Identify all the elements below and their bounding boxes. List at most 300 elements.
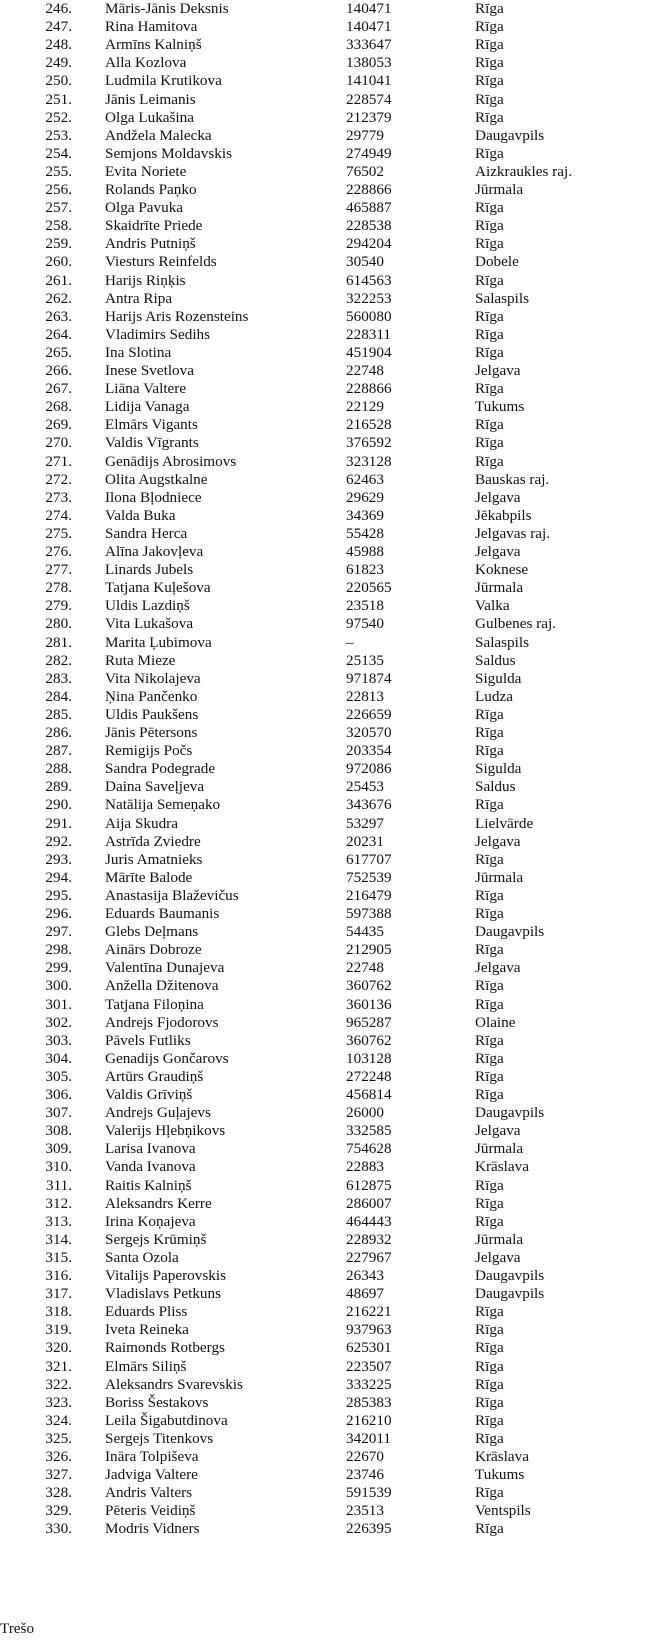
phone-number: 323128: [346, 452, 392, 470]
city-name: Rīga: [475, 1031, 504, 1049]
entry-number: 323.: [45, 1393, 72, 1411]
person-name: Vita Lukašova: [105, 615, 194, 633]
city-name: Rīga: [475, 452, 504, 470]
list-row: [0, 1140, 645, 1158]
city-name: Aizkraukles raj.: [475, 162, 572, 180]
entry-number: 285.: [45, 705, 72, 723]
city-name: Olaine: [475, 1013, 516, 1031]
list-row: [0, 959, 645, 977]
list-row: [0, 163, 645, 181]
list-row: [0, 1195, 645, 1213]
person-name: Andris Valters: [105, 1484, 193, 1502]
list-row: [0, 1520, 645, 1538]
person-name: Anastasija Blaževičus: [105, 886, 239, 904]
list-row: [0, 380, 645, 398]
entry-number: 327.: [45, 1466, 72, 1484]
person-name: Pāvels Futliks: [105, 1031, 191, 1049]
entry-number: 298.: [45, 941, 72, 959]
phone-number: 333647: [346, 36, 392, 54]
list-row: [0, 1086, 645, 1104]
entry-number: 319.: [45, 1321, 72, 1339]
phone-number: 342011: [346, 1429, 391, 1447]
person-name: Ina Slotina: [105, 343, 172, 361]
city-name: Rīga: [475, 217, 504, 235]
entry-number: 289.: [45, 778, 72, 796]
entry-number: 246.: [45, 0, 72, 17]
list-row: [0, 1267, 645, 1285]
list-row: [0, 362, 645, 380]
city-name: Rīga: [475, 1520, 504, 1538]
city-name: Jūrmala: [475, 181, 524, 198]
list-row: [0, 1448, 645, 1466]
entry-number: 330.: [45, 1520, 72, 1538]
entry-number: 258.: [45, 217, 72, 235]
list-row: [0, 127, 645, 145]
city-name: Sigulda: [475, 760, 522, 778]
city-name: Daugavpils: [475, 126, 545, 144]
list-row: [0, 1122, 645, 1140]
entry-number: 262.: [45, 289, 72, 307]
list-row: [0, 724, 645, 742]
list-row: [0, 181, 645, 199]
person-name: Semjons Moldavskis: [105, 144, 232, 162]
phone-number: 20231: [346, 832, 384, 850]
entry-number: 279.: [45, 597, 72, 615]
city-name: Rīga: [475, 1194, 504, 1212]
list-row: [0, 1358, 645, 1376]
phone-number: 216210: [346, 1411, 392, 1429]
list-row: [0, 217, 645, 235]
phone-number: 228538: [346, 217, 392, 235]
city-name: Rīga: [475, 271, 504, 289]
city-name: Saldus: [475, 778, 516, 796]
city-name: Rīga: [475, 705, 504, 723]
entry-number: 322.: [45, 1375, 72, 1393]
entry-number: 280.: [45, 615, 72, 633]
entry-number: 325.: [45, 1429, 72, 1447]
person-name: Valdis Vīgrants: [105, 434, 199, 452]
list-row: [0, 1394, 645, 1412]
phone-number: 212905: [346, 941, 392, 959]
list-row: [0, 1068, 645, 1086]
city-name: Rīga: [475, 1411, 504, 1429]
phone-number: 228311: [346, 325, 391, 343]
city-name: Valka: [475, 597, 510, 615]
city-name: Bauskas raj.: [475, 470, 550, 488]
city-name: Jūrmala: [475, 1230, 524, 1248]
entry-number: 270.: [45, 434, 72, 452]
phone-number: 597388: [346, 905, 392, 922]
list-row: [0, 597, 645, 615]
list-row: [0, 145, 645, 163]
city-name: Salaspils: [475, 633, 530, 651]
city-name: Rīga: [475, 1357, 504, 1375]
phone-number: 465887: [346, 199, 392, 217]
city-name: Jelgavas raj.: [475, 524, 551, 542]
city-name: Rīga: [475, 343, 504, 361]
list-row: [0, 543, 645, 561]
list-row: [0, 1321, 645, 1339]
entry-number: 259.: [45, 235, 72, 253]
entry-number: 321.: [45, 1357, 72, 1375]
phone-number: 30540: [346, 253, 384, 271]
phone-number: 286007: [346, 1194, 392, 1212]
city-name: Rīga: [475, 905, 504, 922]
phone-number: 26343: [346, 1267, 384, 1284]
city-name: Jelgava: [475, 488, 521, 506]
city-name: Rīga: [475, 1176, 504, 1194]
city-name: Jūrmala: [475, 868, 524, 886]
entry-number: 266.: [45, 362, 72, 379]
list-row: [0, 308, 645, 326]
person-name: Boriss Šestakovs: [105, 1393, 209, 1411]
entry-number: 318.: [45, 1303, 72, 1321]
entry-number: 315.: [45, 1248, 72, 1266]
city-name: Dobele: [475, 253, 519, 271]
phone-number: 614563: [346, 271, 392, 289]
entry-number: 301.: [45, 995, 72, 1013]
entry-number: 263.: [45, 307, 72, 325]
city-name: Rīga: [475, 995, 504, 1013]
city-name: Rīga: [475, 977, 504, 995]
entry-number: 269.: [45, 416, 72, 434]
list-row: [0, 1249, 645, 1267]
list-row: [0, 0, 645, 18]
entry-number: 271.: [45, 452, 72, 470]
entry-number: 272.: [45, 470, 72, 488]
phone-number: 22748: [346, 362, 384, 379]
city-name: Salaspils: [475, 289, 530, 307]
entry-number: 281.: [45, 633, 72, 651]
list-row: [0, 18, 645, 36]
city-name: Rīga: [475, 1393, 504, 1411]
city-name: Rīga: [475, 1303, 504, 1321]
phone-number: 228574: [346, 90, 392, 108]
list-row: [0, 290, 645, 308]
list-row: [0, 1231, 645, 1249]
phone-number: 138053: [346, 54, 392, 72]
entry-number: 305.: [45, 1067, 72, 1085]
entry-number: 255.: [45, 162, 72, 180]
phone-number: 216479: [346, 886, 392, 904]
person-name: Valdis Grīviņš: [105, 1086, 193, 1103]
entry-number: 300.: [45, 977, 72, 995]
person-name: Artūrs Graudiņš: [105, 1067, 204, 1085]
person-name: Sergejs Titenkovs: [105, 1429, 214, 1447]
list-row: [0, 615, 645, 633]
person-name: Juris Amatnieks: [105, 850, 203, 868]
entry-number: 253.: [45, 126, 72, 144]
city-name: Ludza: [475, 687, 513, 705]
person-name: Harijs Riņķis: [105, 271, 186, 289]
city-name: Rīga: [475, 434, 504, 452]
phone-number: 333225: [346, 1375, 392, 1393]
entry-number: 303.: [45, 1031, 72, 1049]
city-name: Rīga: [475, 54, 504, 72]
phone-number: 617707: [346, 850, 392, 868]
person-name: Vitalijs Paperovskis: [105, 1267, 227, 1284]
person-name: Ruta Mieze: [105, 651, 176, 669]
phone-number: 23518: [346, 597, 384, 615]
entry-number: 273.: [45, 488, 72, 506]
list-row: [0, 1376, 645, 1394]
city-name: Daugavpils: [475, 1285, 545, 1303]
phone-number: 76502: [346, 162, 384, 180]
phone-number: 972086: [346, 760, 392, 778]
entry-number: 324.: [45, 1411, 72, 1429]
list-row: [0, 1104, 645, 1122]
person-name: Astrīda Zviedre: [105, 832, 201, 850]
person-name: Sergejs Krūmiņš: [105, 1230, 207, 1248]
entry-number: 294.: [45, 868, 72, 886]
person-name: Iveta Reineka: [105, 1321, 189, 1339]
phone-number: 23513: [346, 1502, 384, 1520]
phone-number: 320570: [346, 724, 392, 741]
list-row: [0, 1484, 645, 1502]
list-row: [0, 706, 645, 724]
entry-number: 256.: [45, 181, 72, 198]
entry-number: 252.: [45, 108, 72, 126]
phone-number: 216528: [346, 416, 392, 434]
entry-number: 306.: [45, 1086, 72, 1103]
list-row: [0, 72, 645, 90]
person-name: Valda Buka: [105, 506, 176, 524]
phone-number: –: [346, 633, 354, 651]
person-name: Lidija Vanaga: [105, 398, 190, 416]
entry-number: 257.: [45, 199, 72, 217]
phone-number: 34369: [346, 506, 384, 524]
city-name: Lielvārde: [475, 814, 534, 832]
list-row: [0, 1502, 645, 1520]
person-name: Evita Noriete: [105, 162, 187, 180]
phone-number: 45988: [346, 543, 384, 560]
list-row: [0, 634, 645, 652]
entry-number: 316.: [45, 1267, 72, 1284]
phone-number: 53297: [346, 814, 384, 832]
entry-number: 320.: [45, 1339, 72, 1357]
person-name: Marita Ļubimova: [105, 633, 212, 651]
city-name: Daugavpils: [475, 1104, 545, 1122]
entry-number: 292.: [45, 832, 72, 850]
person-name: Modris Vidners: [105, 1520, 200, 1538]
entry-number: 283.: [45, 669, 72, 687]
list-row: [0, 434, 645, 452]
entry-number: 250.: [45, 72, 72, 90]
phone-number: 223507: [346, 1357, 392, 1375]
person-name: Genadijs Gončarovs: [105, 1049, 229, 1067]
list-row: [0, 833, 645, 851]
entry-number: 309.: [45, 1140, 72, 1158]
phone-number: 591539: [346, 1484, 392, 1502]
list-row: [0, 905, 645, 923]
phone-number: 62463: [346, 470, 384, 488]
person-name: Tatjana Kuļešova: [105, 579, 211, 597]
list-row: [0, 815, 645, 833]
entry-number: 295.: [45, 886, 72, 904]
city-name: Jelgava: [475, 362, 521, 379]
phone-number: 26000: [346, 1104, 384, 1122]
city-name: Rīga: [475, 1339, 504, 1357]
phone-number: 141041: [346, 72, 392, 90]
person-name: Uldis Paukšens: [105, 705, 199, 723]
person-name: Aleksandrs Kerre: [105, 1194, 212, 1212]
entry-number: 265.: [45, 343, 72, 361]
city-name: Rīga: [475, 72, 504, 90]
phone-number: 612875: [346, 1176, 392, 1194]
person-name: Leila Šigabutdinova: [105, 1411, 228, 1429]
city-name: Rīga: [475, 941, 504, 959]
phone-number: 212379: [346, 108, 392, 126]
list-row: [0, 688, 645, 706]
city-name: Jūrmala: [475, 579, 524, 597]
list-row: [0, 1303, 645, 1321]
city-name: Rīga: [475, 1321, 504, 1339]
phone-number: 216221: [346, 1303, 392, 1321]
list-row: [0, 579, 645, 597]
phone-number: 25135: [346, 651, 384, 669]
city-name: Jūrmala: [475, 1140, 524, 1158]
city-name: Rīga: [475, 199, 504, 217]
phone-number: 228866: [346, 181, 392, 198]
phone-number: 754628: [346, 1140, 392, 1158]
list-row: [0, 1158, 645, 1176]
person-name: Aleksandrs Svarevskis: [105, 1375, 243, 1393]
list-row: [0, 1466, 645, 1484]
person-name: Pēteris Veidiņš: [105, 1502, 196, 1520]
phone-number: 464443: [346, 1212, 392, 1230]
phone-number: 226395: [346, 1520, 392, 1538]
phone-number: 55428: [346, 524, 384, 542]
person-name: Vanda Ivanova: [105, 1158, 196, 1176]
phone-number: 228866: [346, 380, 392, 398]
person-name: Valentīna Dunajeva: [105, 959, 225, 977]
list-row: [0, 525, 645, 543]
list-row: [0, 923, 645, 941]
city-name: Jelgava: [475, 832, 521, 850]
person-name: Uldis Lazdiņš: [105, 597, 190, 615]
list-row: [0, 54, 645, 72]
city-name: Rīga: [475, 325, 504, 343]
phone-number: 560080: [346, 307, 392, 325]
person-name: Olita Augstkalne: [105, 470, 208, 488]
phone-number: 451904: [346, 343, 392, 361]
list-row: [0, 235, 645, 253]
person-name: Larisa Ivanova: [105, 1140, 196, 1158]
city-name: Tukums: [475, 398, 525, 416]
entry-number: 308.: [45, 1122, 72, 1140]
phone-number: 360762: [346, 977, 392, 995]
city-name: Rīga: [475, 796, 504, 814]
person-name: Vladimirs Sedihs: [105, 325, 211, 343]
city-name: Rīga: [475, 1484, 504, 1502]
person-name: Valerijs Hļebņikovs: [105, 1122, 226, 1140]
person-name: Inese Svetlova: [105, 362, 194, 379]
person-name: Elmārs Vigants: [105, 416, 198, 434]
entry-number: 284.: [45, 687, 72, 705]
entry-number: 277.: [45, 561, 72, 579]
person-name: Elmārs Siliņš: [105, 1357, 187, 1375]
person-name: Sandra Herca: [105, 524, 188, 542]
city-name: Krāslava: [475, 1158, 529, 1176]
list-row: [0, 471, 645, 489]
person-name: Daina Saveļjeva: [105, 778, 205, 796]
list-row: [0, 1412, 645, 1430]
list-row: [0, 869, 645, 887]
entry-number: 297.: [45, 923, 72, 941]
city-name: Rīga: [475, 90, 504, 108]
person-name: Ludmila Krutikova: [105, 72, 222, 90]
city-name: Koknese: [475, 561, 529, 579]
list-row: [0, 1339, 645, 1357]
list-row: [0, 996, 645, 1014]
person-name: Olga Pavuka: [105, 199, 184, 217]
phone-number: 332585: [346, 1122, 392, 1140]
phone-number: 971874: [346, 669, 392, 687]
entry-number: 282.: [45, 651, 72, 669]
phone-number: 203354: [346, 742, 392, 760]
phone-number: 29629: [346, 488, 384, 506]
entry-number: 296.: [45, 905, 72, 922]
person-name: Andrejs Guļajevs: [105, 1104, 211, 1122]
city-name: Rīga: [475, 1049, 504, 1067]
person-name: Andris Putniņš: [105, 235, 196, 253]
entry-number: 314.: [45, 1230, 72, 1248]
city-name: Rīga: [475, 1086, 504, 1103]
phone-number: 456814: [346, 1086, 392, 1103]
person-name: Remigijs Počs: [105, 742, 193, 760]
phone-number: 48697: [346, 1285, 384, 1303]
person-name: Andžela Malecka: [105, 126, 212, 144]
person-name: Eduards Pliss: [105, 1303, 188, 1321]
person-name: Natālija Semeņako: [105, 796, 221, 814]
phone-number: 140471: [346, 18, 392, 36]
city-name: Rīga: [475, 1375, 504, 1393]
list-row: [0, 941, 645, 959]
person-name: Alīna Jakovļeva: [105, 543, 204, 560]
entry-number: 274.: [45, 506, 72, 524]
city-name: Jelgava: [475, 959, 521, 977]
person-name: Ilona Bļodniece: [105, 488, 202, 506]
entry-number: 313.: [45, 1212, 72, 1230]
phone-number: 61823: [346, 561, 384, 579]
list-row: [0, 109, 645, 127]
list-row: [0, 1032, 645, 1050]
phone-number: 29779: [346, 126, 384, 144]
list-row: [0, 91, 645, 109]
phone-number: 272248: [346, 1067, 392, 1085]
person-name: Olga Lukašina: [105, 108, 194, 126]
city-name: Rīga: [475, 1067, 504, 1085]
list-row: [0, 670, 645, 688]
person-name: Genādijs Abrosimovs: [105, 452, 237, 470]
list-row: [0, 344, 645, 362]
list-row: [0, 760, 645, 778]
entry-number: 287.: [45, 742, 72, 760]
list-row: [0, 561, 645, 579]
phone-number: 226659: [346, 705, 392, 723]
city-name: Jelgava: [475, 543, 521, 560]
phone-number: 97540: [346, 615, 384, 633]
footer-text: Trešo: [0, 1620, 35, 1637]
list-row: [0, 199, 645, 217]
person-name: Ainārs Dobroze: [105, 941, 202, 959]
city-name: Rīga: [475, 1212, 504, 1230]
city-name: Rīga: [475, 724, 504, 741]
phone-number: 227967: [346, 1248, 392, 1266]
phone-number: 54435: [346, 923, 384, 941]
entry-number: 307.: [45, 1104, 72, 1122]
city-name: Rīga: [475, 144, 504, 162]
